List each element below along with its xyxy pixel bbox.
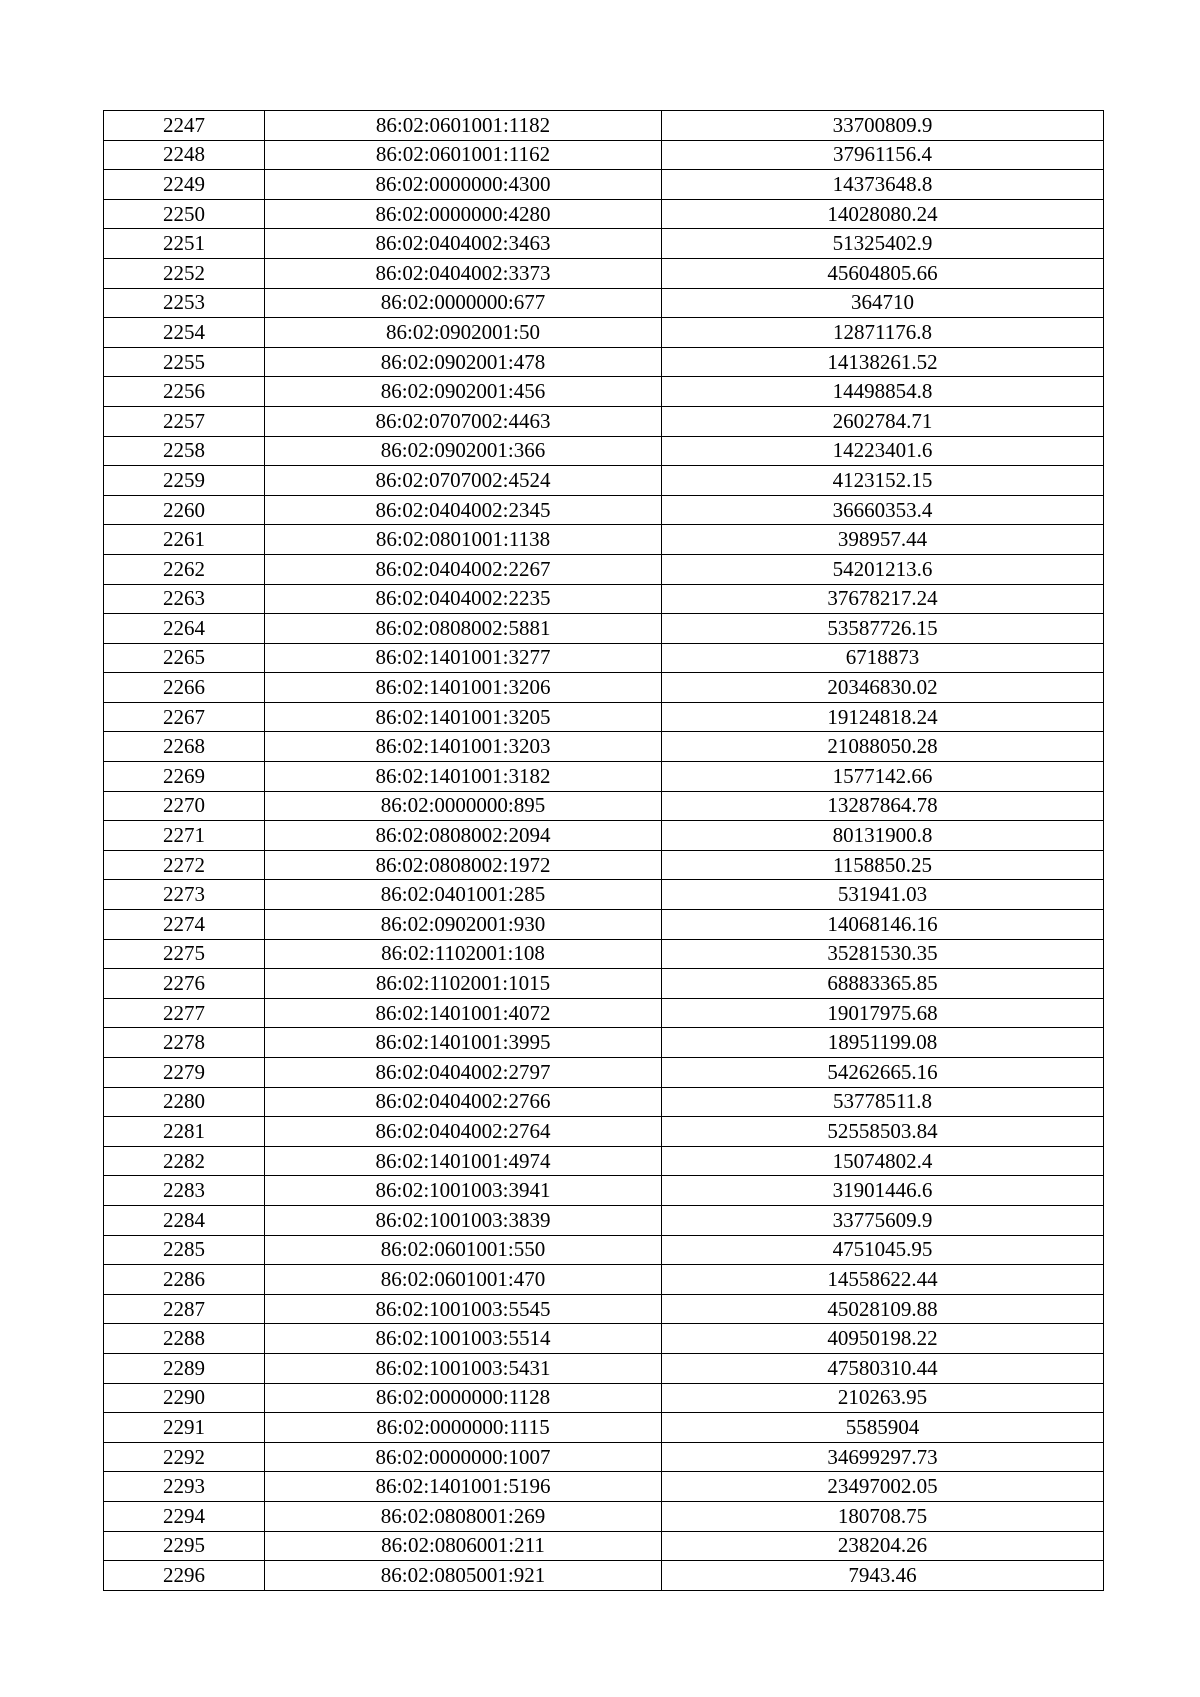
- row-number-cell: 2296: [104, 1561, 265, 1591]
- row-number-cell: 2287: [104, 1294, 265, 1324]
- cadastral-number-cell: 86:02:0808002:2094: [265, 821, 662, 851]
- row-number-cell: 2275: [104, 939, 265, 969]
- cadastral-number-cell: 86:02:0404002:2345: [265, 495, 662, 525]
- row-number-cell: 2266: [104, 673, 265, 703]
- row-number-cell: 2286: [104, 1265, 265, 1295]
- row-number-cell: 2267: [104, 702, 265, 732]
- cadastral-number-cell: 86:02:1001003:3941: [265, 1176, 662, 1206]
- row-number-cell: 2268: [104, 732, 265, 762]
- cadastral-number-cell: 86:02:0902001:50: [265, 318, 662, 348]
- row-number-cell: 2265: [104, 643, 265, 673]
- cadastral-number-cell: 86:02:0902001:366: [265, 436, 662, 466]
- row-number-cell: 2247: [104, 111, 265, 141]
- cadastral-number-cell: 86:02:0000000:1128: [265, 1383, 662, 1413]
- table-row: [104, 1294, 1104, 1324]
- table-row: [104, 1442, 1104, 1472]
- row-number-cell: 2273: [104, 880, 265, 910]
- value-cell: 54201213.6: [662, 554, 1104, 584]
- table-row: [104, 1413, 1104, 1443]
- table-row: [104, 466, 1104, 496]
- cadastral-number-cell: 86:02:1401001:3277: [265, 643, 662, 673]
- cadastral-number-cell: 86:02:0404002:2764: [265, 1117, 662, 1147]
- value-cell: 4751045.95: [662, 1235, 1104, 1265]
- row-number-cell: 2280: [104, 1087, 265, 1117]
- row-number-cell: 2260: [104, 495, 265, 525]
- value-cell: 51325402.9: [662, 229, 1104, 259]
- table-row: [104, 702, 1104, 732]
- value-cell: 1158850.25: [662, 850, 1104, 880]
- value-cell: 13287864.78: [662, 791, 1104, 821]
- table-row: [104, 614, 1104, 644]
- table-row: [104, 850, 1104, 880]
- row-number-cell: 2291: [104, 1413, 265, 1443]
- row-number-cell: 2263: [104, 584, 265, 614]
- value-cell: 238204.26: [662, 1531, 1104, 1561]
- row-number-cell: 2279: [104, 1058, 265, 1088]
- value-cell: 14498854.8: [662, 377, 1104, 407]
- value-cell: 54262665.16: [662, 1058, 1104, 1088]
- value-cell: 364710: [662, 288, 1104, 318]
- cadastral-number-cell: 86:02:1401001:3182: [265, 762, 662, 792]
- table-row: [104, 1353, 1104, 1383]
- cadastral-number-cell: 86:02:0808002:5881: [265, 614, 662, 644]
- value-cell: 52558503.84: [662, 1117, 1104, 1147]
- value-cell: 19017975.68: [662, 998, 1104, 1028]
- cadastral-number-cell: 86:02:0707002:4463: [265, 406, 662, 436]
- value-cell: 47580310.44: [662, 1353, 1104, 1383]
- table-row: [104, 1205, 1104, 1235]
- cadastral-number-cell: 86:02:0808002:1972: [265, 850, 662, 880]
- cadastral-number-cell: 86:02:0404002:2766: [265, 1087, 662, 1117]
- cadastral-number-cell: 86:02:1401001:3206: [265, 673, 662, 703]
- value-cell: 12871176.8: [662, 318, 1104, 348]
- table-row: [104, 554, 1104, 584]
- cadastral-number-cell: 86:02:0404002:3463: [265, 229, 662, 259]
- row-number-cell: 2249: [104, 170, 265, 200]
- value-cell: 531941.03: [662, 880, 1104, 910]
- row-number-cell: 2251: [104, 229, 265, 259]
- cadastral-number-cell: 86:02:0601001:470: [265, 1265, 662, 1295]
- cadastral-number-cell: 86:02:1001003:3839: [265, 1205, 662, 1235]
- table-row: [104, 673, 1104, 703]
- value-cell: 36660353.4: [662, 495, 1104, 525]
- cadastral-number-cell: 86:02:0401001:285: [265, 880, 662, 910]
- cadastral-number-cell: 86:02:0000000:1115: [265, 1413, 662, 1443]
- table-row: [104, 199, 1104, 229]
- table-row: [104, 525, 1104, 555]
- cadastral-number-cell: 86:02:0601001:1182: [265, 111, 662, 141]
- value-cell: 210263.95: [662, 1383, 1104, 1413]
- value-cell: 37961156.4: [662, 140, 1104, 170]
- cadastral-number-cell: 86:02:1401001:4974: [265, 1146, 662, 1176]
- value-cell: 14373648.8: [662, 170, 1104, 200]
- table-row: [104, 1265, 1104, 1295]
- cadastral-number-cell: 86:02:0000000:1007: [265, 1442, 662, 1472]
- table-row: [104, 643, 1104, 673]
- value-cell: 4123152.15: [662, 466, 1104, 496]
- table-row: [104, 1472, 1104, 1502]
- row-number-cell: 2293: [104, 1472, 265, 1502]
- value-cell: 398957.44: [662, 525, 1104, 555]
- row-number-cell: 2255: [104, 347, 265, 377]
- cadastral-number-cell: 86:02:0000000:895: [265, 791, 662, 821]
- table-row: [104, 732, 1104, 762]
- cadastral-number-cell: 86:02:1401001:4072: [265, 998, 662, 1028]
- table-row: [104, 821, 1104, 851]
- cadastral-number-cell: 86:02:0801001:1138: [265, 525, 662, 555]
- row-number-cell: 2253: [104, 288, 265, 318]
- value-cell: 5585904: [662, 1413, 1104, 1443]
- table-row: [104, 1087, 1104, 1117]
- row-number-cell: 2248: [104, 140, 265, 170]
- table-row: [104, 1324, 1104, 1354]
- table-row: [104, 910, 1104, 940]
- row-number-cell: 2276: [104, 969, 265, 999]
- cadastral-number-cell: 86:02:1102001:1015: [265, 969, 662, 999]
- table-row: [104, 229, 1104, 259]
- table-row: [104, 436, 1104, 466]
- value-cell: 180708.75: [662, 1501, 1104, 1531]
- table-row: [104, 880, 1104, 910]
- table-row: [104, 495, 1104, 525]
- value-cell: 35281530.35: [662, 939, 1104, 969]
- value-cell: 68883365.85: [662, 969, 1104, 999]
- row-number-cell: 2288: [104, 1324, 265, 1354]
- value-cell: 6718873: [662, 643, 1104, 673]
- table-row: [104, 762, 1104, 792]
- cadastral-number-cell: 86:02:0806001:211: [265, 1531, 662, 1561]
- row-number-cell: 2256: [104, 377, 265, 407]
- table-row: [104, 140, 1104, 170]
- table-row: [104, 1028, 1104, 1058]
- table-row: [104, 939, 1104, 969]
- row-number-cell: 2272: [104, 850, 265, 880]
- value-cell: 18951199.08: [662, 1028, 1104, 1058]
- row-number-cell: 2282: [104, 1146, 265, 1176]
- cadastral-number-cell: 86:02:0902001:930: [265, 910, 662, 940]
- row-number-cell: 2285: [104, 1235, 265, 1265]
- value-cell: 23497002.05: [662, 1472, 1104, 1502]
- table-row: [104, 347, 1104, 377]
- table-body: [104, 111, 1104, 1591]
- value-cell: 14558622.44: [662, 1265, 1104, 1295]
- cadastral-number-cell: 86:02:0805001:921: [265, 1561, 662, 1591]
- row-number-cell: 2257: [104, 406, 265, 436]
- table-row: [104, 1501, 1104, 1531]
- table-row: [104, 1531, 1104, 1561]
- row-number-cell: 2281: [104, 1117, 265, 1147]
- cadastral-number-cell: 86:02:1001003:5545: [265, 1294, 662, 1324]
- table-row: [104, 111, 1104, 141]
- value-cell: 14138261.52: [662, 347, 1104, 377]
- row-number-cell: 2284: [104, 1205, 265, 1235]
- cadastral-number-cell: 86:02:1102001:108: [265, 939, 662, 969]
- row-number-cell: 2264: [104, 614, 265, 644]
- value-cell: 80131900.8: [662, 821, 1104, 851]
- value-cell: 14068146.16: [662, 910, 1104, 940]
- table-row: [104, 258, 1104, 288]
- table-row: [104, 1383, 1104, 1413]
- row-number-cell: 2292: [104, 1442, 265, 1472]
- row-number-cell: 2289: [104, 1353, 265, 1383]
- table-row: [104, 406, 1104, 436]
- table-row: [104, 377, 1104, 407]
- row-number-cell: 2294: [104, 1501, 265, 1531]
- cadastral-number-cell: 86:02:0000000:677: [265, 288, 662, 318]
- cadastral-number-cell: 86:02:0902001:456: [265, 377, 662, 407]
- table-row: [104, 969, 1104, 999]
- value-cell: 34699297.73: [662, 1442, 1104, 1472]
- cadastral-number-cell: 86:02:1401001:5196: [265, 1472, 662, 1502]
- cadastral-number-cell: 86:02:0404002:2797: [265, 1058, 662, 1088]
- value-cell: 37678217.24: [662, 584, 1104, 614]
- value-cell: 45604805.66: [662, 258, 1104, 288]
- table-row: [104, 1235, 1104, 1265]
- value-cell: 21088050.28: [662, 732, 1104, 762]
- row-number-cell: 2278: [104, 1028, 265, 1058]
- cadastral-number-cell: 86:02:0404002:2267: [265, 554, 662, 584]
- cadastral-number-cell: 86:02:0000000:4300: [265, 170, 662, 200]
- table-row: [104, 318, 1104, 348]
- cadastral-number-cell: 86:02:1001003:5514: [265, 1324, 662, 1354]
- value-cell: 31901446.6: [662, 1176, 1104, 1206]
- table-row: [104, 1146, 1104, 1176]
- cadastral-value-table: [103, 110, 1104, 1591]
- row-number-cell: 2254: [104, 318, 265, 348]
- value-cell: 45028109.88: [662, 1294, 1104, 1324]
- value-cell: 53587726.15: [662, 614, 1104, 644]
- cadastral-number-cell: 86:02:0808001:269: [265, 1501, 662, 1531]
- row-number-cell: 2262: [104, 554, 265, 584]
- value-cell: 1577142.66: [662, 762, 1104, 792]
- cadastral-number-cell: 86:02:0902001:478: [265, 347, 662, 377]
- table-row: [104, 1176, 1104, 1206]
- table-row: [104, 170, 1104, 200]
- row-number-cell: 2295: [104, 1531, 265, 1561]
- value-cell: 2602784.71: [662, 406, 1104, 436]
- cadastral-number-cell: 86:02:1401001:3205: [265, 702, 662, 732]
- table-row: [104, 1117, 1104, 1147]
- table-row: [104, 998, 1104, 1028]
- table-row: [104, 584, 1104, 614]
- value-cell: 7943.46: [662, 1561, 1104, 1591]
- table-row: [104, 1058, 1104, 1088]
- cadastral-number-cell: 86:02:0707002:4524: [265, 466, 662, 496]
- row-number-cell: 2270: [104, 791, 265, 821]
- cadastral-number-cell: 86:02:1401001:3995: [265, 1028, 662, 1058]
- row-number-cell: 2252: [104, 258, 265, 288]
- value-cell: 33775609.9: [662, 1205, 1104, 1235]
- table-row: [104, 1561, 1104, 1591]
- row-number-cell: 2250: [104, 199, 265, 229]
- row-number-cell: 2261: [104, 525, 265, 555]
- value-cell: 14028080.24: [662, 199, 1104, 229]
- row-number-cell: 2290: [104, 1383, 265, 1413]
- value-cell: 14223401.6: [662, 436, 1104, 466]
- cadastral-number-cell: 86:02:0404002:3373: [265, 258, 662, 288]
- row-number-cell: 2258: [104, 436, 265, 466]
- cadastral-number-cell: 86:02:0601001:550: [265, 1235, 662, 1265]
- row-number-cell: 2283: [104, 1176, 265, 1206]
- cadastral-number-cell: 86:02:0000000:4280: [265, 199, 662, 229]
- row-number-cell: 2259: [104, 466, 265, 496]
- row-number-cell: 2277: [104, 998, 265, 1028]
- value-cell: 53778511.8: [662, 1087, 1104, 1117]
- value-cell: 20346830.02: [662, 673, 1104, 703]
- value-cell: 19124818.24: [662, 702, 1104, 732]
- table-row: [104, 288, 1104, 318]
- value-cell: 33700809.9: [662, 111, 1104, 141]
- row-number-cell: 2271: [104, 821, 265, 851]
- value-cell: 15074802.4: [662, 1146, 1104, 1176]
- cadastral-number-cell: 86:02:0601001:1162: [265, 140, 662, 170]
- value-cell: 40950198.22: [662, 1324, 1104, 1354]
- row-number-cell: 2274: [104, 910, 265, 940]
- cadastral-number-cell: 86:02:1001003:5431: [265, 1353, 662, 1383]
- cadastral-number-cell: 86:02:1401001:3203: [265, 732, 662, 762]
- table-row: [104, 791, 1104, 821]
- row-number-cell: 2269: [104, 762, 265, 792]
- cadastral-number-cell: 86:02:0404002:2235: [265, 584, 662, 614]
